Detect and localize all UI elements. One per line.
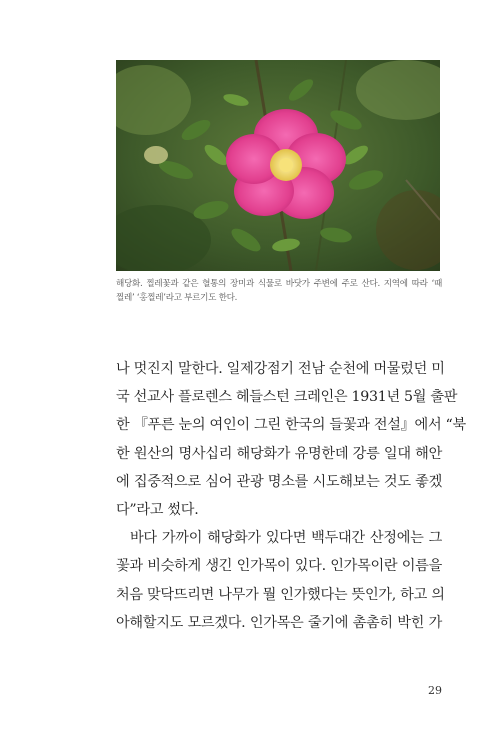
body-line-9: 처음 맞닥뜨리면 나무가 뭘 인가했다는 뜻인가, 하고 의 — [116, 586, 445, 603]
body-line-2: 국 선교사 플로렌스 헤들스턴 크레인은 1931년 5월 출판 — [116, 389, 458, 406]
body-line-6: 다”라고 썼다. — [116, 501, 199, 518]
body-line-1: 나 멋진지 말한다. 일제강점기 전남 순천에 머물렀던 미 — [116, 361, 445, 377]
body-line-10: 아해할지도 모르겠다. 인가목은 줄기에 촘촘히 박힌 가 — [116, 614, 442, 631]
body-line-3: 한 『푸른 눈의 여인이 그린 한국의 들꽃과 전설』에서 “북 — [116, 417, 466, 434]
body-text — [116, 355, 466, 637]
caption-line-1: 해당화. 찔레꽃과 같은 혈통의 장미과 식물로 바닷가 주변에 주로 산다. 지역에 따라 ‘때 — [116, 279, 442, 289]
body-line-8: 꽃과 비슷하게 생긴 인가목이 있다. 인가목이란 이름을 — [116, 558, 442, 575]
rose-photo-illustration — [116, 60, 440, 271]
caption-line-2: 찔레’ ‘홍찔레’라고 부르기도 한다. — [116, 293, 238, 303]
body-line-7: 바다 가까이 해당화가 있다면 백두대간 산정에는 그 — [130, 530, 442, 547]
body-line-4: 한 원산의 명사십리 해당화가 유명한데 강릉 일대 해안 — [116, 445, 442, 462]
photo-caption — [116, 277, 442, 305]
rose-flower-photo — [116, 60, 440, 271]
body-line-5: 에 집중적으로 심어 관광 명소를 시도해보는 것도 좋겠 — [116, 473, 442, 490]
page-number: 29 — [428, 684, 442, 697]
